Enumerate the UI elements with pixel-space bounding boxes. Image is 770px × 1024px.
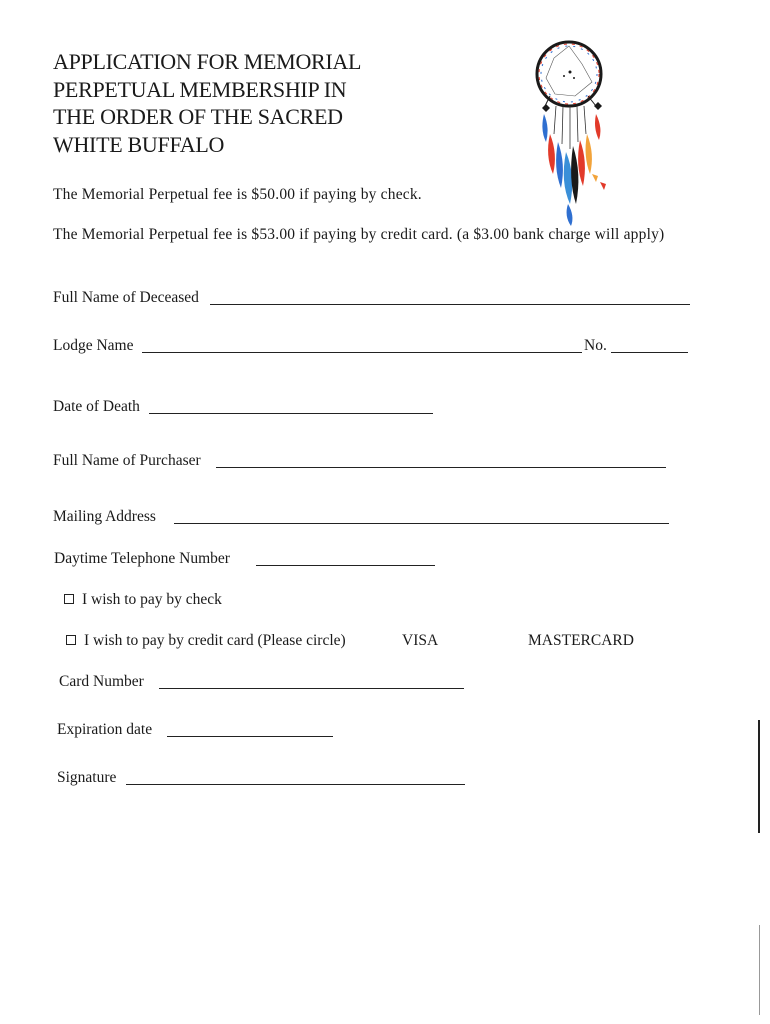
card-fee-text: The Memorial Perpetual fee is $53.00 if paying by credit card. (a $3.00 bank charge will apply) xyxy=(53,226,665,243)
scan-edge-mark xyxy=(758,720,760,833)
title-line: THE ORDER OF THE SACRED xyxy=(53,104,343,129)
deceased-name-field[interactable] xyxy=(210,304,690,305)
purchaser-label: Full Name of Purchaser xyxy=(53,452,201,469)
death-date-field[interactable] xyxy=(149,413,433,414)
card-number-field[interactable] xyxy=(159,688,464,689)
phone-label: Daytime Telephone Number xyxy=(54,550,230,567)
address-field[interactable] xyxy=(174,523,669,524)
signature-field[interactable] xyxy=(126,784,465,785)
check-fee-text: The Memorial Perpetual fee is $50.00 if paying by check. xyxy=(53,186,422,203)
pay-card-label: I wish to pay by credit card (Please circle) xyxy=(84,632,346,649)
title-line: PERPETUAL MEMBERSHIP IN xyxy=(53,76,347,102)
purchaser-name-field[interactable] xyxy=(216,467,666,468)
title-line: APPLICATION FOR MEMORIAL xyxy=(53,49,362,74)
phone-field[interactable] xyxy=(256,565,435,566)
lodge-name-field[interactable] xyxy=(142,352,582,353)
scan-edge-mark xyxy=(759,925,760,1015)
address-label: Mailing Address xyxy=(53,508,156,525)
form-title xyxy=(53,48,473,158)
pay-card-checkbox[interactable] xyxy=(66,635,76,645)
pay-check-label: I wish to pay by check xyxy=(82,591,222,608)
expiration-field[interactable] xyxy=(167,736,333,737)
mastercard-option[interactable]: MASTERCARD xyxy=(528,632,634,649)
card-number-label: Card Number xyxy=(59,673,144,690)
lodge-number-label: No. xyxy=(584,337,607,354)
expiration-label: Expiration date xyxy=(57,721,153,738)
death-date-label: Date of Death xyxy=(53,398,140,415)
title-line: WHITE BUFFALO xyxy=(53,131,225,157)
lodge-label: Lodge Name xyxy=(53,337,134,354)
signature-label: Signature xyxy=(57,769,117,786)
visa-option[interactable]: VISA xyxy=(402,632,439,649)
pay-check-checkbox[interactable] xyxy=(64,594,74,604)
lodge-number-field[interactable] xyxy=(611,352,688,353)
deceased-label: Full Name of Deceased xyxy=(53,289,199,306)
